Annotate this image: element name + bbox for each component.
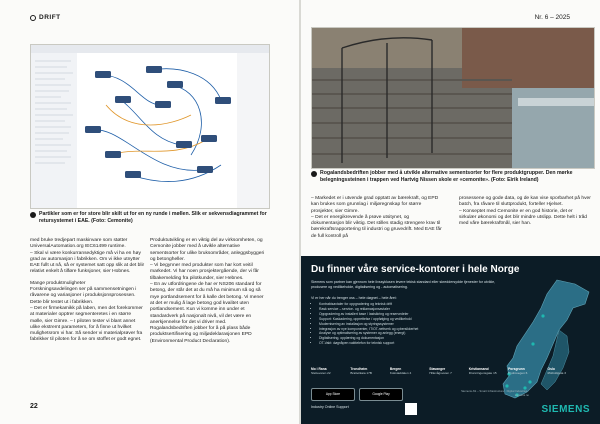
right-column-2 — [459, 196, 591, 227]
left-page — [0, 0, 299, 424]
paragraph: Forskningsavdelingen ser på sammensetningen i råvarene og variasjoner i produksjonsprosessen. Dette blir testet ut i fabrikken. — [30, 287, 137, 305]
section-label — [30, 14, 61, 21]
google-play-badge[interactable]: Google Play — [359, 388, 403, 401]
figure-caption-right — [311, 170, 591, 183]
list-item: • Digitalisering, opplæring og dokumentasjon — [319, 336, 489, 341]
paragraph: – Det er firmekamikk på laben, men det forekommer at materialer opptrer segmenteretes i en større mølle, sier Gimre. – I piloten tester vi blant annet ulike ekstremt parameters, for å finne ut hvilket mulighetsrom vi har. Så sender vi materialprøver fra fabrikker til piloten for å se om stoffet er godt egnet. — [30, 305, 143, 343]
caption-camera-icon — [30, 212, 36, 218]
ad-list-heading: Vi er her når du trenger oss – hele døgnet – hele året: — [311, 296, 397, 300]
siemens-logo: SIEMENS — [541, 404, 590, 415]
stair-photo-image — [312, 28, 594, 168]
paragraph: – Markedet er i utvende grad opptatt av bærekraft, og EPD kan brukes som grunnlag i miljøregnskap for større prosjekter, sier Gimre. — [311, 196, 439, 214]
office-item: Bergen Kokstaddalen 4 — [389, 367, 412, 375]
list-item: • Oppgradering av installert base / lastsikring og reservedeler — [319, 312, 489, 317]
left-column-1 — [30, 238, 145, 344]
paragraph: Rogalandsbedriften jobber for å på plass både produktsertifisering og miljødeklarasjonen EPD (Environmental Product Declaration). — [150, 326, 252, 344]
figure-caption-left — [30, 211, 270, 224]
siemens-advertisement — [301, 256, 600, 424]
app-store-badge[interactable]: App Store — [311, 388, 355, 401]
caption-camera-icon — [311, 171, 317, 177]
right-column-1 — [311, 196, 443, 240]
subheading: Mange produktmuligheter — [30, 280, 86, 286]
paragraph: – Skal vi være konkurransedyktige må vi ha en høy grad av automasjon i fabrikken. Om vi ikke utnytter EAE fullt ut nå, så er systemet satt opp slik at det blir relativt enkelt å tilføre funksjoner, sier Hobnes. — [30, 250, 145, 275]
ad-intro: Siemens som partner kan gjennom hele livssyklusen levere tekisk standard eller skreddersydde tjenester for utvikle, produsere og vedlikeholde, digitalisering og - automatisering. — [311, 280, 496, 289]
paragraph: – En av utfordringene de har er NS206 standard for betong, der står det at du må ha minimum så og så mye portlandsement for å kalle det betong. Vi mener at det er mulig å lage betong god kvalitet uten portlandsement. Kun vi komme inn under et standardverk på nasjonalt nivå, vil det være en anerkjennelse for det vi driver med. — [150, 282, 264, 325]
section-bullet-icon — [30, 15, 36, 21]
office-marker-oslo — [528, 380, 531, 383]
caption-text: Rogalandsbedriften jobber med å utvikle alternative sementsorter for flere produktgrupper. Den mørke belegningssteinen i trappen ved Hartvig Nissen skole er «cemonite». (Foto: Eirik Ireland) — [320, 170, 573, 183]
list-item: • Analyse og optimalisering av systemer og anlegg (energi) — [319, 331, 489, 336]
ad-service-list — [311, 302, 489, 346]
office-item: Trondheim Brattørkaia 17B — [350, 367, 372, 375]
office-list — [311, 368, 581, 376]
paragraph: med bruke tredjepart maskinvare som støtter UniversalAutomation.org IEC61499 runtime. — [30, 238, 128, 250]
list-item: • Rask service – service- og reklamasjonsavtaler — [319, 307, 489, 312]
office-marker-trondheim — [531, 342, 534, 345]
office-item: Stavanger Hillevågsveien 7 — [429, 367, 452, 375]
page-number: 22 — [30, 403, 38, 410]
office-marker-stavanger — [505, 384, 508, 387]
list-item: • Integrasjon av nye komponenter, IT/OT-nettverk og cybersikkerhet — [319, 327, 489, 332]
paragraph: – Vi begynner med produkter som har kort veitil markedet. Vi har noen prosjektergående, der vi får tilbakemelding fra pilotkunder, sier Hebnes. — [150, 263, 259, 281]
app-badges — [311, 388, 403, 401]
list-item: • Kontraktsavtaler for oppgradering og teknisk drift — [319, 302, 489, 307]
support-link[interactable]: Industry Online Support — [311, 405, 349, 409]
paragraph: – Det er energikrevende å prøve utsitynet, og dokumentasjon blir viktig. Det stilles stadig strengere krav til bærekraftsrapportering til industri og gruvedrift. Med EAE får de full kontroll på — [311, 214, 442, 239]
office-item: Oslo Østfoldgata 3 — [547, 367, 566, 375]
norway-map — [497, 278, 593, 406]
sequence-diagram-screenshot — [31, 45, 269, 208]
paragraph: – Konseptet med Cemonite er en god historie, det er sirkulær økonomi og det blir mindre utslipp. Dette helt i tråd med våre bærekraftmål, sier han. — [459, 208, 588, 227]
list-item: • Support: Kaskadering, opprettelse / oppfølging og vedlikehold — [319, 317, 489, 322]
qr-code-icon — [405, 403, 417, 415]
list-item: • Modernisering av installasjon og styringssystemer — [319, 322, 489, 327]
paragraph: prosessene og gode data, og de kan vise sporbarhet på hver batch, fra råvare til sluttprodukt, forteller Hjelset. — [459, 196, 591, 208]
office-marker-mo-i-rana — [541, 314, 544, 317]
office-item: Mo i Rana Sletteveien 22 — [311, 367, 331, 375]
sequence-diagram-figure — [30, 44, 270, 209]
issue-number: Nr. 6 – 2025 — [534, 14, 570, 21]
left-column-2 — [150, 238, 265, 345]
caption-text: Partikler som er for store blir skilt ut for en ny runde i møllen. Slik er sekvensdiagrammet for retursystemet i EAE. (Foto: Cemonite) — [39, 211, 267, 224]
ad-legal-text: Siemens AS – Smart Infrastructure · Digital Industries · siemens.no — [461, 389, 529, 397]
ad-title: Du finner våre service-kontorer i hele Norge — [311, 264, 520, 275]
list-item: • OT-Vakt: døgnåpen vakttelefon for teknisk support — [319, 341, 489, 346]
office-item: Kristiansand Dronningensgate 15 — [468, 367, 497, 375]
office-item: Porsgrunn Hydrovegen 6 — [508, 367, 528, 375]
stair-photo — [311, 27, 595, 169]
paragraph: Produktutvikling er en viktig del av virksomheten, og Cemonite jobber med å utvikle alternative sementsorter for ulike bruksområder, anleggsbyggeri og betongheller. — [150, 238, 265, 262]
section-title: DRIFT — [39, 14, 61, 21]
